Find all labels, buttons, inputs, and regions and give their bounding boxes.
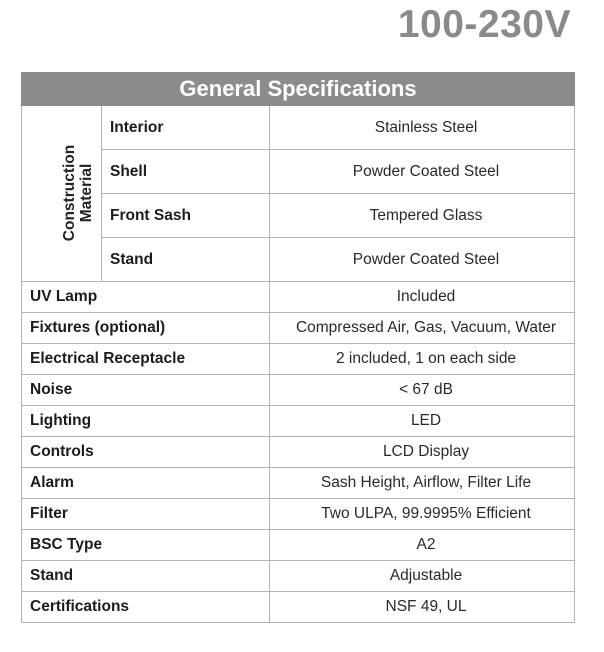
construction-material-group [22, 106, 102, 282]
row-label: Lighting [22, 406, 270, 437]
table-row [22, 238, 575, 282]
row-value: Compressed Air, Gas, Vacuum, Water [270, 313, 575, 344]
row-value: Powder Coated Steel [270, 238, 575, 282]
row-label: Controls [22, 437, 270, 468]
row-label: UV Lamp [22, 282, 270, 313]
row-value: NSF 49, UL [270, 592, 575, 623]
row-label: Stand [102, 238, 270, 282]
table-row [22, 530, 575, 561]
row-value: Tempered Glass [270, 194, 575, 238]
row-value: < 67 dB [270, 375, 575, 406]
row-value: LCD Display [270, 437, 575, 468]
table-row [22, 344, 575, 375]
table-row [22, 592, 575, 623]
row-label: BSC Type [22, 530, 270, 561]
row-label: Fixtures (optional) [22, 313, 270, 344]
construction-label: Construction [61, 144, 79, 242]
row-label: Electrical Receptacle [22, 344, 270, 375]
row-label: Front Sash [102, 194, 270, 238]
voltage-heading: 100-230V [397, 3, 571, 46]
table-row [22, 437, 575, 468]
table-row [22, 282, 575, 313]
row-label: Shell [102, 150, 270, 194]
table-row [22, 468, 575, 499]
row-value: 2 included, 1 on each side [270, 344, 575, 375]
row-label: Noise [22, 375, 270, 406]
row-value: LED [270, 406, 575, 437]
row-label: Filter [22, 499, 270, 530]
general-specifications-table [21, 72, 575, 623]
table-title: General Specifications [22, 73, 575, 106]
row-value: Stainless Steel [270, 106, 575, 150]
row-label: Stand [22, 561, 270, 592]
row-value: Adjustable [270, 561, 575, 592]
table-row [22, 313, 575, 344]
row-value: A2 [270, 530, 575, 561]
table-row [22, 561, 575, 592]
row-value: Powder Coated Steel [270, 150, 575, 194]
row-label: Certifications [22, 592, 270, 623]
row-value: Sash Height, Airflow, Filter Life [270, 468, 575, 499]
row-value: Two ULPA, 99.9995% Efficient [270, 499, 575, 530]
table-row [22, 406, 575, 437]
row-value: Included [270, 282, 575, 313]
material-label: Material [78, 163, 96, 223]
table-row [22, 106, 575, 150]
table-row [22, 375, 575, 406]
row-label: Alarm [22, 468, 270, 499]
table-row [22, 499, 575, 530]
row-label: Interior [102, 106, 270, 150]
